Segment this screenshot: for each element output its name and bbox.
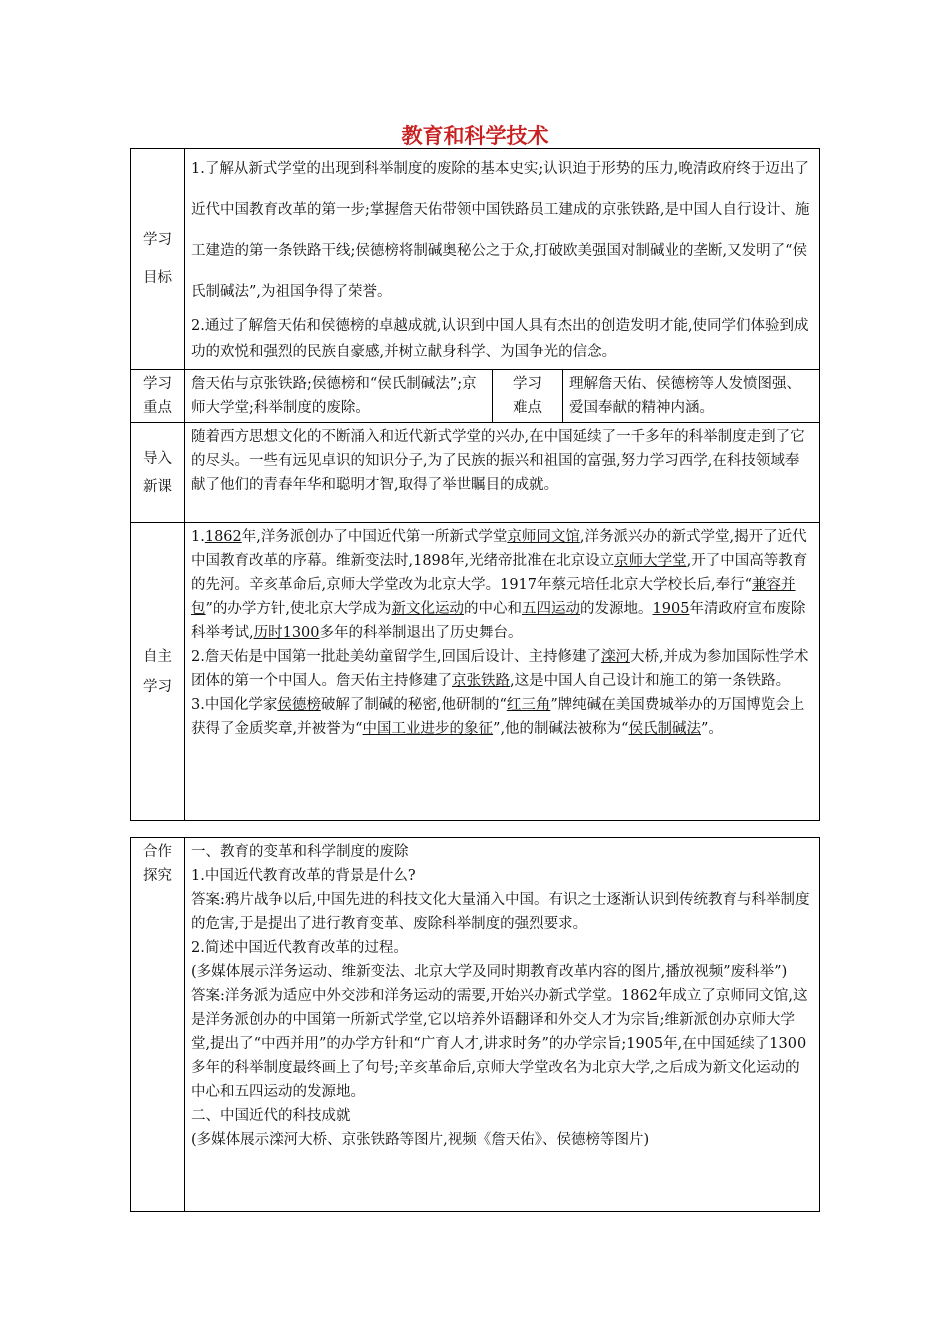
difficulty-content: 理解詹天佑、侯德榜等人发愤图强、爱国奉献的精神内涵。 xyxy=(563,370,820,423)
focus-row xyxy=(131,370,820,423)
self-study-label: 自主 学习 xyxy=(131,523,185,821)
answer-1: 答案:鸦片战争以后,中国先进的科技文化大量涌入中国。有识之士逐渐认识到传统教育与科举制度的危害,于是提出了进行教育变革、废除科举制度的强烈要求。 xyxy=(191,892,810,932)
difficulty-label: 学习 难点 xyxy=(493,370,563,423)
question-2: 2.简述中国近代教育改革的过程。 xyxy=(191,940,408,956)
cooperation-content xyxy=(185,838,820,1212)
self-study-item-3: 3.中国化学家侯德榜破解了制碱的秘密,他研制的“红三角”牌纯碱在美国费城举办的万国博览会上获得了金质奖章,并被誉为“中国工业进步的象征”,他的制碱法被称为“侯氏制碱法”。 xyxy=(191,697,805,737)
focus-content: 詹天佑与京张铁路;侯德榜和“侯氏制碱法”;京师大学堂;科举制度的废除。 xyxy=(185,370,493,423)
cooperation-table xyxy=(130,837,820,1212)
media-note-1: (多媒体展示洋务运动、维新变法、北京大学及同时期教育改革内容的图片,播放视频”废科举”) xyxy=(191,964,788,980)
self-study-content xyxy=(185,523,820,821)
page-title: 教育和科学技术 xyxy=(401,124,549,148)
self-study-item-2: 2.詹天佑是中国第一批赴美幼童留学生,回国后设计、主持修建了滦河大桥,并成为参加国际性学术团体的第一个中国人。詹天佑主持修建了京张铁路,这是中国人自己设计和施工的第一条铁路。 xyxy=(191,649,809,689)
intro-content: 随着西方思想文化的不断涌入和近代新式学堂的兴办,在中国延续了一千多年的科举制度走到了它的尽头。一些有远见卓识的知识分子,为了民族的振兴和祖国的富强,努力学习西学,在科技领域奉献了他们的青春年华和聪明才智,取得了举世瞩目的成就。 xyxy=(185,423,820,523)
goals-content xyxy=(185,149,820,370)
intro-row xyxy=(131,423,820,523)
answer-2: 答案:洋务派为适应中外交涉和洋务运动的需要,开始兴办新式学堂。1862年成立了京师同文馆,这是洋务派创办的中国第一所新式学堂,它以培养外语翻译和外交人才为宗旨;维新派创办京师大学堂,提出了“中西并用”的办学方针和“广育人才,讲求时务”的办学宗旨;1905年,在中国延续了1300多年的科举制度最终画上了句号;辛亥革命后,京师大学堂改名为北京大学,之后成为新文化运动的中心和五四运动的发源地。 xyxy=(191,988,808,1100)
media-note-2: (多媒体展示滦河大桥、京张铁路等图片,视频《詹天佑》、侯德榜等图片) xyxy=(191,1132,650,1148)
question-1: 1.中国近代教育改革的背景是什么? xyxy=(191,868,416,884)
intro-label: 导入 新课 xyxy=(131,423,185,523)
cooperation-label: 合作 探究 xyxy=(131,838,185,1212)
goal-item-2: 2.通过了解詹天佑和侯德榜的卓越成就,认识到中国人具有杰出的创造发明才能,使同学们体验到成功的欢悦和强烈的民族自豪感,并树立献身科学、为国争光的信念。 xyxy=(191,318,809,360)
lesson-plan-table xyxy=(130,148,820,821)
goals-row xyxy=(131,149,820,370)
goal-item-1: 1.了解从新式学堂的出现到科举制度的废除的基本史实;认识迫于形势的压力,晚清政府终于迈出了近代中国教育改革的第一步;掌握詹天佑带领中国铁路员工建成的京张铁路,是中国人自行设计、施工建造的第一条铁路干线;侯德榜将制碱奥秘公之于众,打破欧美强国对制碱业的垄断,又发明了“侯氏制碱法”,为祖国争得了荣誉。 xyxy=(191,161,810,300)
cooperation-row xyxy=(131,838,820,1212)
section-heading-2: 二、中国近代的科技成就 xyxy=(191,1108,351,1124)
self-study-item-1: 1.1862年,洋务派创办了中国近代第一所新式学堂京师同文馆,洋务派兴办的新式学堂,揭开了近代中国教育改革的序幕。维新变法时,1898年,光绪帝批准在北京设立京师大学堂,开了中国高等教育的先河。辛亥革命后,京师大学堂改为北京大学。1917年蔡元培任北京大学校长后,奉行“兼容并包”的办学方针,使北京大学成为新文化运动的中心和五四运动的发源地。1905年清政府宣布废除科举考试,历时1300多年的科举制退出了历史舞台。 xyxy=(191,529,808,641)
goals-label: 学习 目标 xyxy=(131,149,185,370)
focus-label: 学习 重点 xyxy=(131,370,185,423)
section-heading-1: 一、教育的变革和科学制度的废除 xyxy=(191,844,409,860)
self-study-row xyxy=(131,523,820,821)
